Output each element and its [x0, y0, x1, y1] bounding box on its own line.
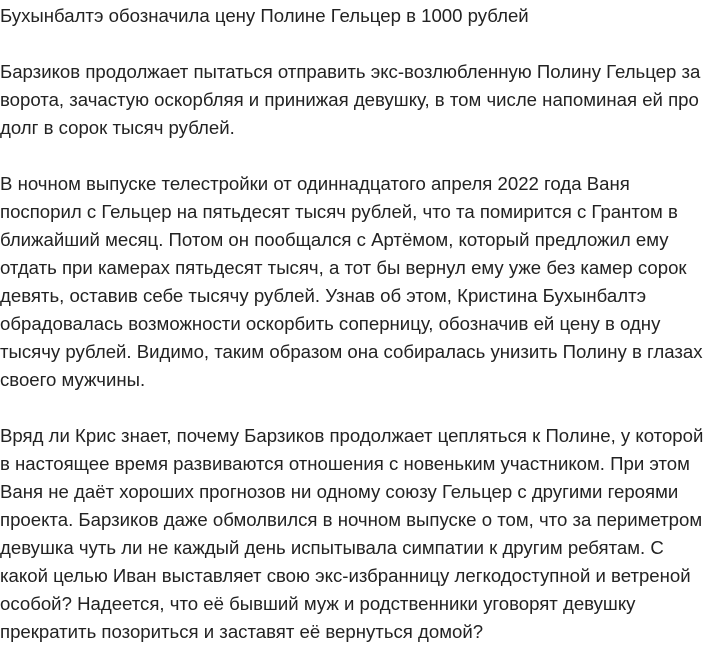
- paragraph-line: Вряд ли Крис знает, почему Барзиков продолжает цепляться к Полине, у которой: [0, 425, 704, 446]
- paragraph-line: какой целью Иван выставляет свою экс-избранницу легкодоступной и ветреной: [0, 565, 691, 586]
- paragraph-2: [0, 170, 705, 394]
- paragraph-gap: [0, 394, 705, 422]
- paragraph-gap: [0, 142, 705, 170]
- paragraph-line: В ночном выпуске телестройки от одиннадцатого апреля 2022 года Ваня: [0, 173, 630, 194]
- paragraph-line: отдать при камерах пятьдесят тысяч, а тот бы вернул ему уже без камер сорок: [0, 257, 687, 278]
- article: [0, 2, 705, 642]
- paragraph-line: прекратить позориться и заставят её вернуться домой?: [0, 621, 484, 642]
- paragraph-line: особой? Надеется, что её бывший муж и родственники уговорят девушку: [0, 593, 636, 614]
- paragraph-line: ворота, зачастую оскорбляя и принижая девушку, в том числе напоминая ей про: [0, 89, 699, 110]
- paragraph-3: [0, 422, 705, 646]
- paragraph-line: девушка чуть ли не каждый день испытывала симпатии к другим ребятам. С: [0, 537, 664, 558]
- paragraph-line: в настоящее время развиваются отношения с новеньким участником. При этом: [0, 453, 690, 474]
- article-title: Бухынбалтэ обозначила цену Полине Гельцер в 1000 рублей: [0, 5, 529, 26]
- paragraph-line: проекта. Барзиков даже обмолвился в ночном выпуске о том, что за периметром: [0, 509, 703, 530]
- paragraph-line: Барзиков продолжает пытаться отправить экс-возлюбленную Полину Гельцер за: [0, 61, 701, 82]
- paragraph-line: девять, оставив себе тысячу рублей. Узнав об этом, Кристина Бухынбалтэ: [0, 285, 647, 306]
- paragraph-line: долг в сорок тысяч рублей.: [0, 117, 235, 138]
- paragraph-1: [0, 58, 705, 142]
- paragraph-line: своего мужчины.: [0, 369, 146, 390]
- paragraph-line: ближайший месяц. Потом он пообщался с Артёмом, который предложил ему: [0, 229, 669, 250]
- paragraph-line: поспорил с Гельцер на пятьдесят тысяч рублей, что та помирится с Грантом в: [0, 201, 678, 222]
- paragraph-gap: [0, 30, 705, 58]
- paragraph-line: Ваня не даёт хороших прогнозов ни одному союзу Гельцер с другими героями: [0, 481, 679, 502]
- paragraph-line: обрадовалась возможности оскорбить соперницу, обозначив ей цену в одну: [0, 313, 661, 334]
- paragraph-line: тысячу рублей. Видимо, таким образом она собиралась унизить Полину в глазах: [0, 341, 703, 362]
